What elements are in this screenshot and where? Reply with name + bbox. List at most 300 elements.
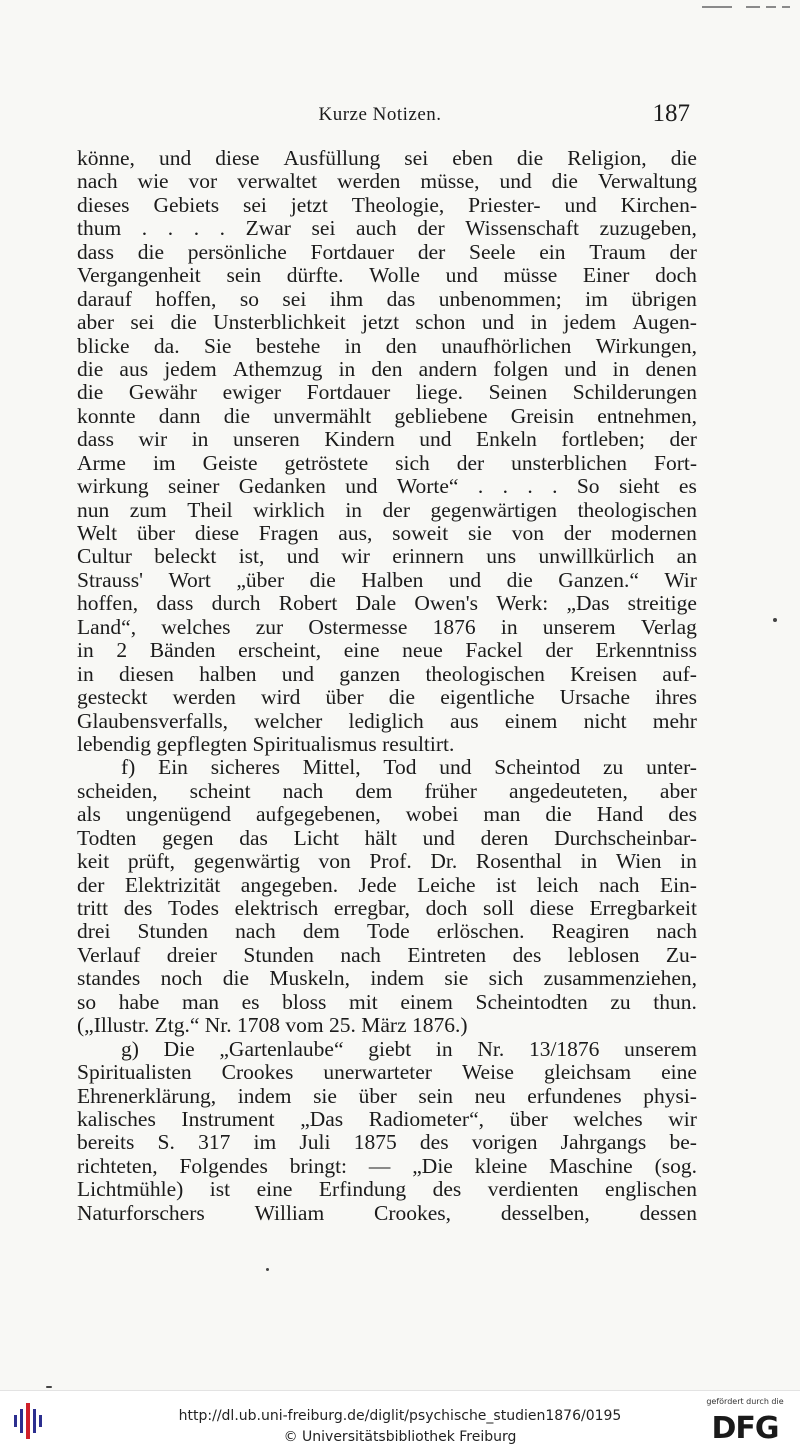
word: ihm	[329, 286, 364, 311]
text-line	[77, 686, 697, 709]
word: die	[506, 567, 533, 592]
text-line	[77, 663, 697, 686]
word: beleckt	[154, 544, 217, 569]
text-line	[77, 311, 697, 334]
word: in	[500, 614, 518, 639]
word: nach	[340, 942, 381, 967]
word: nun	[77, 497, 110, 522]
word: hoffen,	[77, 591, 139, 616]
word: Geiste	[202, 450, 258, 475]
word: Wort	[168, 567, 211, 592]
scan-speck	[46, 1386, 52, 1388]
word: 1875	[353, 1130, 397, 1155]
text-line	[77, 288, 697, 311]
word: erscheint,	[238, 638, 322, 663]
word: wie	[137, 169, 169, 194]
word: sei	[282, 286, 307, 311]
word: und	[286, 544, 319, 569]
word: Lichtmühle)	[77, 1177, 184, 1202]
word: sie	[444, 966, 469, 991]
word: die	[222, 966, 250, 991]
word: dieses	[77, 192, 130, 217]
text-line	[77, 874, 697, 897]
word: unwillkürlich	[538, 544, 655, 569]
word: im	[585, 286, 608, 311]
word: theologischen	[577, 497, 697, 522]
text-line	[77, 897, 697, 920]
word: und	[481, 310, 515, 335]
word: werden	[337, 169, 401, 194]
word: scheiden,	[77, 778, 158, 803]
word: gesteckt	[77, 685, 148, 710]
word: diese	[529, 896, 574, 920]
text-line	[77, 405, 697, 428]
word: einem	[400, 989, 453, 1014]
word: hoffen,	[155, 286, 217, 311]
word: elektrisch	[234, 896, 319, 920]
word: sich	[395, 450, 430, 475]
word: gleichsam	[543, 1060, 632, 1085]
word: das	[239, 825, 268, 850]
word: welches	[573, 1106, 643, 1131]
word: Mittel,	[302, 755, 361, 780]
text-line	[77, 147, 697, 170]
word: aufgegebenen,	[256, 802, 381, 827]
word: physi-	[643, 1083, 697, 1108]
word: Theologie,	[351, 192, 445, 217]
word: des	[419, 1130, 449, 1155]
word: durch	[211, 591, 261, 616]
word: sieht	[618, 474, 660, 499]
word: Traum	[589, 239, 646, 264]
word: modernen	[610, 521, 697, 545]
word: Erkenntniss	[595, 638, 697, 663]
word: die	[170, 310, 197, 335]
word: desselben,	[500, 1200, 590, 1225]
word: Augen-	[632, 310, 697, 335]
word: be-	[669, 1130, 697, 1155]
word: gegenwärtig	[193, 849, 300, 874]
word: und	[448, 567, 482, 592]
word: die	[670, 146, 697, 170]
word: „über	[236, 567, 285, 592]
word: nach	[77, 169, 118, 194]
word: mehr	[652, 708, 697, 733]
word: 2	[116, 638, 128, 663]
word: „Das	[300, 1106, 344, 1131]
word: mit	[349, 989, 378, 1014]
word: früher	[424, 778, 477, 803]
word: sie	[313, 1083, 337, 1108]
word: Radiometer“,	[368, 1106, 484, 1131]
word: Licht	[293, 825, 339, 850]
word: Fort-	[653, 450, 697, 475]
word: Glaubensverfalls,	[77, 708, 229, 733]
word: Fackel	[465, 638, 523, 663]
word: gegen	[162, 825, 214, 850]
word: wirklich	[253, 497, 325, 522]
word: aus	[119, 356, 149, 381]
word: die	[388, 685, 416, 710]
word: Ursache	[559, 685, 631, 710]
word: sein	[226, 263, 262, 288]
word: unaufhörlichen	[441, 333, 572, 358]
word: Robert	[278, 591, 338, 616]
word: Jahrgangs	[560, 1130, 647, 1155]
word: So	[576, 474, 600, 499]
word: und	[345, 474, 378, 499]
word: Zu-	[665, 942, 697, 967]
word: zuzugeben,	[599, 216, 697, 241]
word: Schilderungen	[572, 380, 697, 405]
edge-marks	[702, 6, 792, 10]
word: kalisches	[77, 1106, 156, 1131]
word: thun.	[653, 989, 697, 1014]
word: Eintreten	[407, 942, 487, 967]
word: thum	[77, 216, 122, 241]
word: Crookes	[221, 1060, 294, 1085]
word: angedeuteten,	[509, 778, 628, 803]
word: Todten	[77, 825, 137, 850]
word: unsterblichen	[511, 450, 627, 475]
word: giebt	[368, 1036, 412, 1061]
word: in	[530, 310, 548, 335]
word: leblosen	[567, 942, 640, 967]
word: soll	[483, 896, 515, 920]
word: und	[422, 825, 455, 850]
text-line	[77, 1038, 697, 1061]
word: in	[612, 356, 630, 381]
word: aber	[659, 778, 697, 803]
text-line: lebendig gepflegten Spiritualismus resultirt.	[77, 731, 455, 756]
word: Fragen	[258, 521, 319, 545]
word: eine	[661, 1060, 697, 1085]
word: das	[386, 286, 416, 311]
word: zum	[129, 497, 167, 522]
word: Ostermesse	[308, 614, 408, 639]
scan-speck	[773, 618, 777, 622]
word: wir	[341, 544, 370, 569]
word: der	[669, 427, 697, 452]
word: Instrument	[181, 1106, 275, 1131]
word: den	[371, 356, 403, 381]
word: nicht	[583, 708, 627, 733]
word: unerwarteter	[323, 1060, 432, 1085]
text-line	[77, 170, 697, 193]
word: .	[141, 216, 148, 241]
word: sie	[468, 521, 492, 545]
word: Elektrizität	[124, 872, 221, 897]
word: Fortdauer	[310, 239, 395, 264]
word: unbenommen;	[438, 286, 562, 311]
word: des	[668, 802, 697, 827]
text-line	[77, 428, 697, 451]
text-line	[77, 920, 697, 943]
word: erlöschen.	[436, 919, 525, 944]
word: Kreisen	[570, 661, 638, 686]
word: Theil	[187, 497, 233, 522]
word: .	[167, 216, 174, 241]
running-head	[70, 100, 690, 130]
word: jedem	[164, 356, 217, 381]
word: Greisin	[510, 403, 575, 428]
word: welches	[161, 614, 231, 639]
text-line	[77, 710, 697, 733]
dfg-tagline: gefördert durch die	[706, 1397, 784, 1406]
word: Spiritualisten	[77, 1060, 192, 1085]
word: Ein-	[659, 872, 697, 897]
word: gegenwärtigen	[430, 497, 558, 522]
word: Einer	[582, 263, 630, 288]
word: Weise	[461, 1060, 514, 1085]
text-line	[77, 381, 697, 404]
word: dessen	[639, 1200, 697, 1225]
word: Die	[163, 1036, 195, 1061]
word: Muskeln,	[269, 966, 350, 991]
text-line	[77, 264, 697, 287]
word: Owen's	[414, 591, 478, 616]
word: könne,	[77, 146, 135, 170]
word: gebliebene	[394, 403, 488, 428]
word: welcher	[254, 708, 323, 733]
word: als	[77, 802, 101, 827]
word: müsse	[503, 263, 558, 288]
word: Crookes,	[373, 1200, 452, 1225]
word: standes	[77, 966, 141, 991]
word: liege.	[415, 380, 464, 405]
text-line	[77, 803, 697, 826]
word: Sie	[203, 333, 232, 358]
word: in	[435, 1036, 453, 1061]
word: blicke	[77, 333, 130, 358]
word: und	[281, 661, 315, 686]
word: Worte“	[396, 474, 459, 499]
word: hält	[364, 825, 397, 850]
word: Ehrenerklärung,	[77, 1083, 217, 1108]
word: werden	[172, 685, 236, 710]
word: schon	[415, 310, 466, 335]
word: zusammenziehen,	[543, 966, 697, 991]
word: wir	[138, 427, 168, 452]
word: darauf	[77, 286, 132, 311]
word: ewiger	[222, 380, 282, 405]
word: theologischen	[425, 661, 545, 686]
text-line	[77, 335, 697, 358]
text-line	[77, 991, 697, 1014]
word: .	[193, 216, 200, 241]
word: ganzen	[339, 661, 401, 686]
word: aus,	[338, 521, 373, 545]
word: Rosenthal	[475, 849, 562, 874]
word: „Gartenlaube“	[219, 1036, 344, 1061]
word: Folgendes	[179, 1153, 268, 1178]
word: und	[419, 427, 452, 452]
word: ein	[539, 239, 566, 264]
word: Enkeln	[476, 427, 537, 452]
word: 317	[198, 1130, 231, 1155]
word: verdienten	[487, 1177, 579, 1202]
word: Hand	[596, 802, 644, 827]
word: von	[318, 849, 351, 874]
word: drei	[77, 919, 111, 944]
text-line	[77, 358, 697, 381]
word: in	[680, 849, 697, 874]
word: bringt:	[289, 1153, 348, 1178]
word: sei	[130, 310, 155, 335]
word: neue	[402, 638, 443, 663]
word: der	[417, 216, 445, 241]
word: Tod	[383, 755, 417, 780]
word: im	[152, 450, 176, 475]
word: Gewähr	[128, 380, 197, 405]
word: dass	[77, 239, 115, 264]
text-line: („Illustr. Ztg.“ Nr. 1708 vom 25. März 1876.)	[77, 1013, 468, 1038]
word: der	[77, 872, 105, 897]
word: die	[77, 380, 104, 405]
word: Tode	[366, 919, 410, 944]
word: „Das	[566, 591, 610, 616]
word: uns	[486, 544, 517, 569]
text-line	[77, 217, 697, 240]
word: verwaltet	[237, 169, 318, 194]
viewer-footer	[0, 1390, 800, 1451]
word: die	[309, 567, 336, 592]
text-line	[77, 1061, 697, 1084]
word: im	[253, 1130, 277, 1155]
word: des	[123, 896, 153, 920]
word: Zwar	[245, 216, 291, 241]
word: unvermählt	[273, 403, 372, 428]
word: bestehe	[255, 333, 321, 358]
word: in	[338, 356, 356, 381]
source-url-link[interactable]: http://dl.ub.uni-freiburg.de/diglit/psychische_studien1876/0195	[178, 1408, 622, 1424]
word: konnte	[77, 403, 136, 428]
body-text	[77, 147, 697, 1225]
word: —	[368, 1153, 391, 1178]
word: und	[499, 169, 532, 194]
word: den	[385, 333, 417, 358]
word: aus	[449, 708, 479, 733]
word: wird	[260, 685, 301, 710]
word: streitige	[627, 591, 697, 616]
word: und	[445, 263, 478, 288]
text-line	[77, 194, 697, 217]
word: g)	[121, 1036, 139, 1061]
word: Leiche	[417, 872, 476, 897]
word: wirkung	[77, 474, 149, 499]
word: unseren	[232, 427, 300, 452]
word: Wolle	[369, 263, 420, 288]
word: Unsterblichkeit	[213, 310, 346, 335]
word: Ein	[158, 755, 188, 780]
word: getröstete	[284, 450, 369, 475]
word: kleine	[474, 1153, 528, 1178]
text-line	[77, 1131, 697, 1154]
word: dürfte.	[286, 263, 344, 288]
text-line	[77, 499, 697, 522]
word: und	[158, 146, 192, 170]
word: in	[345, 497, 363, 522]
word: sein	[418, 1083, 454, 1108]
word: 1876	[432, 614, 476, 639]
word: Cultur	[77, 544, 132, 569]
word: so	[239, 286, 259, 311]
word: Scheintod	[494, 755, 581, 780]
word: eine	[256, 1177, 293, 1202]
page-number: 187	[652, 100, 690, 127]
word: persönliche	[187, 239, 287, 264]
word: keit	[77, 849, 110, 874]
word: doch	[425, 896, 468, 920]
word: indem	[237, 1083, 292, 1108]
word: Wir	[664, 567, 697, 592]
word: diese	[215, 146, 260, 170]
word: sich	[488, 966, 524, 991]
word: vor	[188, 169, 218, 194]
scan-speck	[266, 1268, 269, 1271]
word: neu	[474, 1083, 506, 1108]
word: angegeben.	[240, 872, 339, 897]
word: lediglich	[348, 708, 424, 733]
text-line	[77, 756, 697, 779]
word: nach	[282, 778, 324, 803]
word: Reagiren	[551, 919, 630, 944]
text-line	[77, 241, 697, 264]
word: zu	[610, 989, 631, 1014]
word: unter-	[646, 755, 697, 780]
text-line	[77, 475, 697, 498]
text-line	[77, 569, 697, 592]
word: vorigen	[471, 1130, 538, 1155]
dfg-logo[interactable]	[700, 1397, 790, 1447]
word: Wissenschaft	[465, 216, 579, 241]
word: jetzt	[362, 310, 400, 335]
text-line	[77, 967, 697, 990]
word: ihres	[655, 685, 697, 710]
word: Bänden	[149, 638, 216, 663]
word: Prof.	[369, 849, 412, 874]
word: zu	[603, 755, 624, 780]
word: bereits	[77, 1130, 135, 1155]
word: Verlag	[640, 614, 697, 639]
word: eine	[343, 638, 380, 663]
word: Strauss'	[77, 567, 143, 592]
word: Religion,	[567, 146, 647, 170]
word: der	[669, 239, 697, 264]
word: fortleben;	[561, 427, 645, 452]
word: auf-	[662, 661, 697, 686]
word: 13/1876	[528, 1036, 600, 1061]
word: Erregbarkeit	[589, 896, 697, 920]
text-line	[77, 1178, 697, 1201]
word: erfundenes	[527, 1083, 622, 1108]
word: deren	[480, 825, 529, 850]
word: .	[502, 474, 508, 499]
word: der	[545, 638, 573, 663]
word: S.	[157, 1130, 175, 1155]
word: Verwaltung	[597, 169, 697, 194]
text-line	[77, 1202, 697, 1225]
word: doch	[655, 263, 697, 288]
word: Arme	[77, 450, 126, 475]
word: englischen	[605, 1177, 697, 1202]
word: der	[563, 521, 592, 545]
word: der	[456, 450, 485, 475]
word: Fortdauer	[306, 380, 391, 405]
text-line	[77, 850, 697, 873]
text-line	[77, 522, 697, 545]
copyright-notice: © Universitätsbibliothek Freiburg	[283, 1429, 517, 1445]
